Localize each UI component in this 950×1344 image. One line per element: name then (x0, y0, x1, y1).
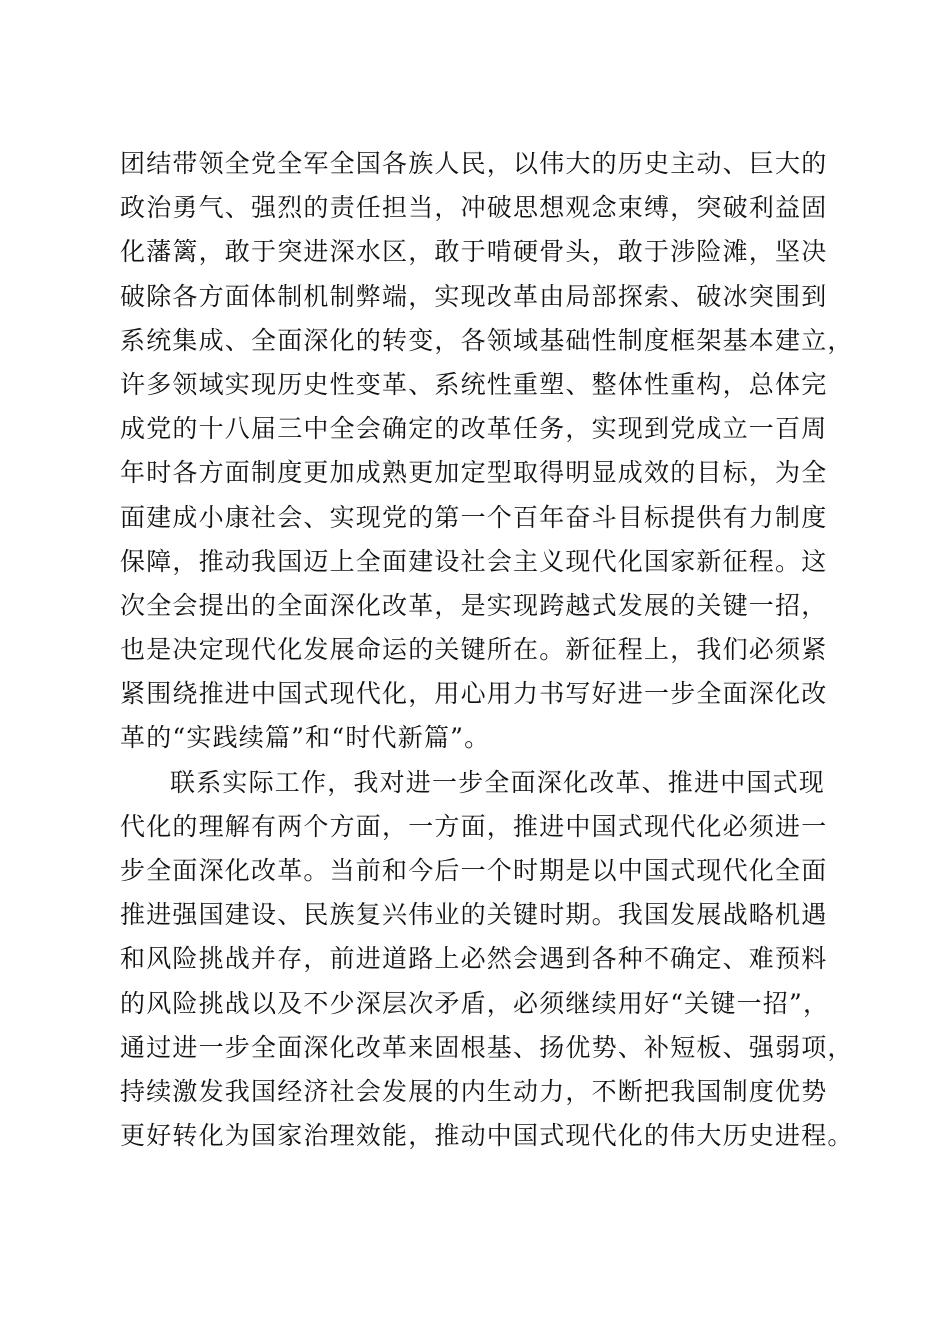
text-line: 成党的十八届三中全会确定的改革任务，实现到党成立一百周 (120, 414, 828, 444)
text-line: 面建成小康社会、实现党的第一个百年奋斗目标提供有力制度 (120, 502, 828, 532)
text-line: 代化的理解有两个方面，一方面，推进中国式现代化必须进一 (120, 811, 828, 841)
text-line: 也是决定现代化发展命运的关键所在。新征程上，我们必须紧 (120, 635, 828, 665)
paragraph-2 (120, 761, 860, 1159)
text-line: 和风险挑战并存，前进道路上必然会遇到各种不确定、难预料 (120, 944, 828, 974)
text-line: 化藩篱，敢于突进深水区，敢于啃硬骨头，敢于涉险滩，坚决 (120, 237, 828, 267)
text-line: 更好转化为国家治理效能，推动中国式现代化的伟大历史进程。 (120, 1121, 854, 1151)
text-line: 通过进一步全面深化改革来固根基、扬优势、补短板、强弱项， (120, 1032, 854, 1062)
text-line: 系统集成、全面深化的转变，各领域基础性制度框架基本建立， (120, 325, 854, 355)
paragraph-1 (120, 142, 860, 761)
text-line: 联系实际工作，我对进一步全面深化改革、推进中国式现 (170, 767, 826, 797)
text-line: 团结带领全党全军全国各族人民，以伟大的历史主动、巨大的 (120, 149, 828, 178)
text-line: 紧围绕推进中国式现代化，用心用力书写好进一步全面深化改 (120, 679, 828, 709)
text-line: 持续激发我国经济社会发展的内生动力，不断把我国制度优势 (120, 1076, 828, 1106)
text-line: 步全面深化改革。当前和今后一个时期是以中国式现代化全面 (120, 856, 828, 885)
text-line: 政治勇气、强烈的责任担当，冲破思想观念束缚，突破利益固 (120, 193, 828, 223)
text-line: 次全会提出的全面深化改革，是实现跨越式发展的关键一招， (120, 590, 828, 620)
text-line: 的风险挑战以及不少深层次矛盾，必须继续用好“关键一招”， (120, 988, 830, 1018)
text-line: 保障，推动我国迈上全面建设社会主义现代化国家新征程。这 (120, 546, 828, 576)
body-text (120, 142, 860, 1158)
text-line: 革的“实践续篇”和“时代新篇”。 (120, 723, 491, 753)
text-line: 年时各方面制度更加成熟更加定型取得明显成效的目标，为全 (120, 458, 828, 488)
text-line: 推进强国建设、民族复兴伟业的关键时期。我国发展战略机遇 (120, 900, 828, 930)
text-line: 许多领域实现历史性变革、系统性重塑、整体性重构，总体完 (120, 369, 828, 399)
text-line: 破除各方面体制机制弊端，实现改革由局部探索、破冰突围到 (120, 281, 828, 311)
